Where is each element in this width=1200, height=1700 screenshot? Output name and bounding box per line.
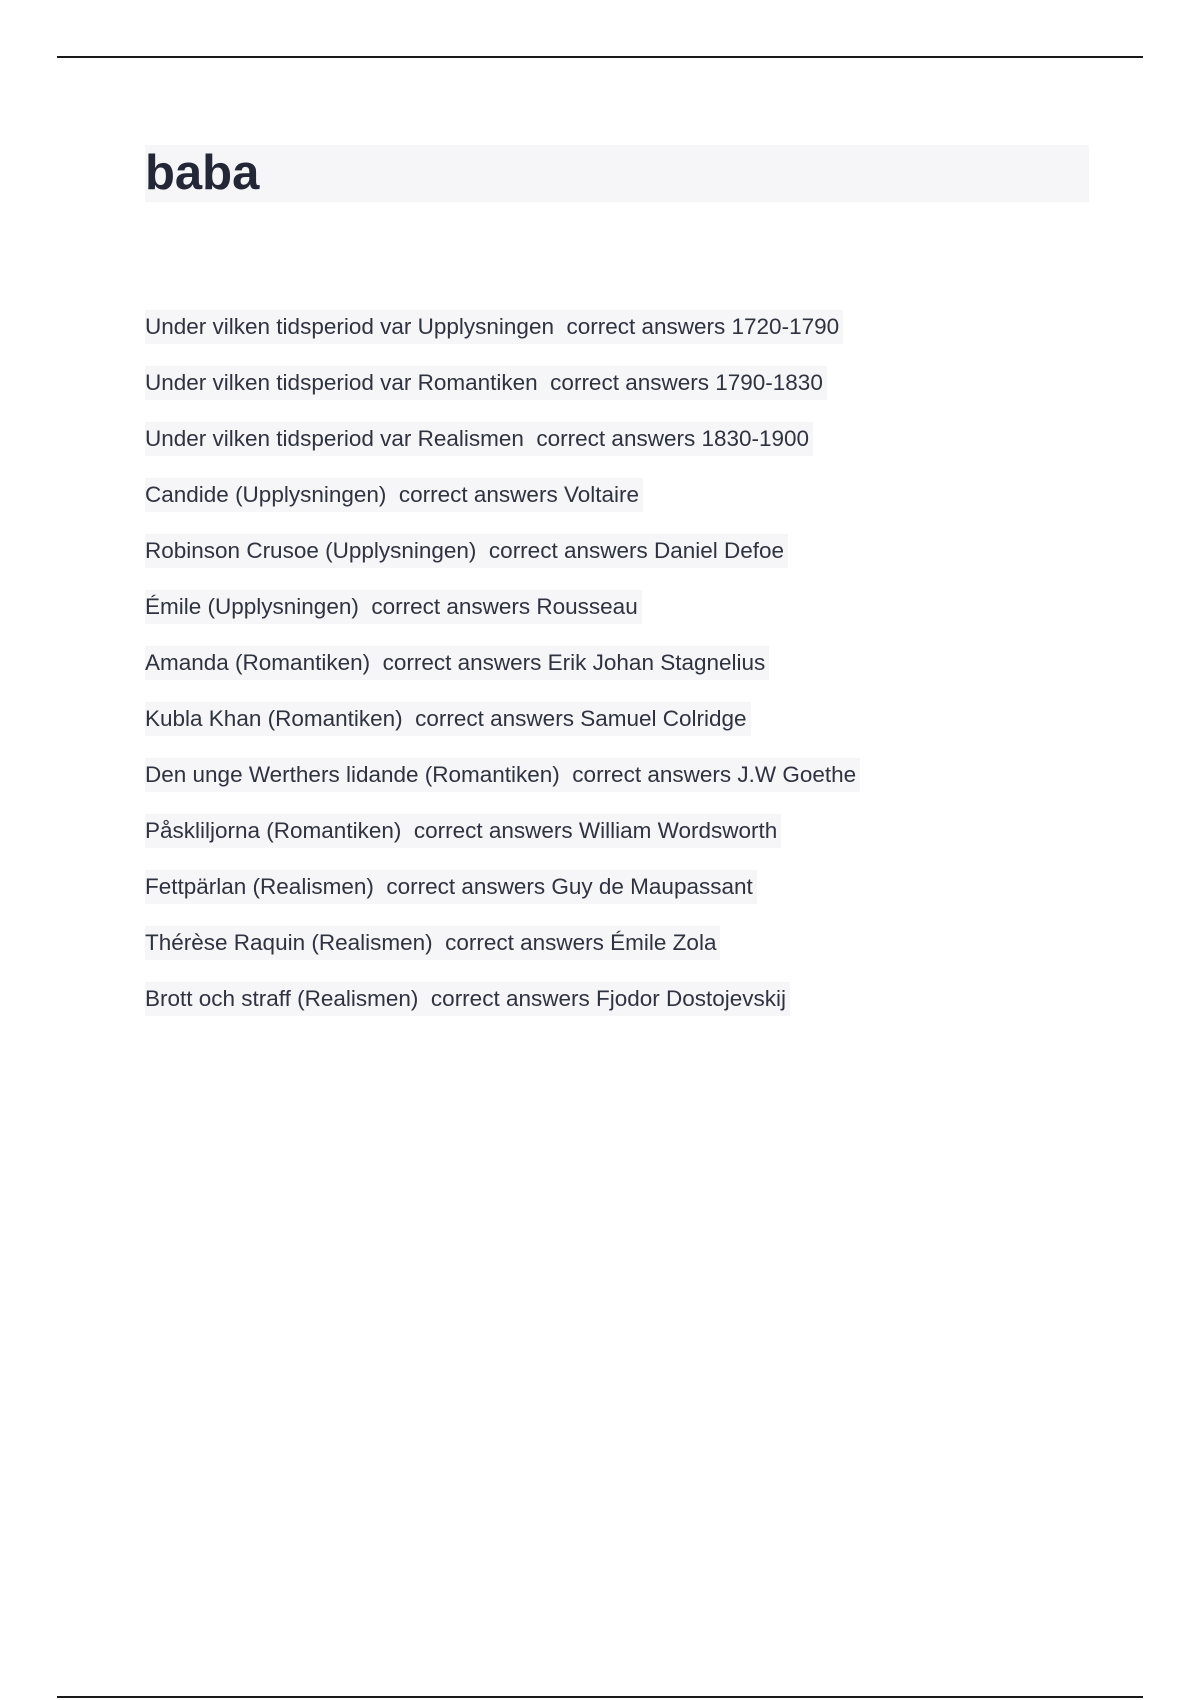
- qa-text: Under vilken tidsperiod var Realismen correct answers 1830-1900: [145, 422, 813, 456]
- qa-item: [145, 814, 860, 870]
- qa-item: [145, 366, 860, 422]
- qa-text: Under vilken tidsperiod var Upplysningen correct answers 1720-1790: [145, 310, 843, 344]
- qa-item: [145, 590, 860, 646]
- qa-list: [145, 310, 860, 1038]
- qa-item: [145, 982, 860, 1038]
- qa-text: Amanda (Romantiken) correct answers Erik Johan Stagnelius: [145, 646, 769, 680]
- qa-text: Robinson Crusoe (Upplysningen) correct answers Daniel Defoe: [145, 534, 788, 568]
- qa-item: [145, 926, 860, 982]
- qa-item: [145, 478, 860, 534]
- qa-item: [145, 702, 860, 758]
- top-rule: [57, 56, 1143, 58]
- qa-item: [145, 422, 860, 478]
- qa-text: Thérèse Raquin (Realismen) correct answers Émile Zola: [145, 926, 720, 960]
- qa-item: [145, 310, 860, 366]
- qa-text: Påskliljorna (Romantiken) correct answers William Wordsworth: [145, 814, 781, 848]
- qa-text: Fettpärlan (Realismen) correct answers Guy de Maupassant: [145, 870, 757, 904]
- bottom-rule: [57, 1696, 1143, 1698]
- qa-item: [145, 870, 860, 926]
- qa-item: [145, 758, 860, 814]
- qa-item: [145, 534, 860, 590]
- qa-item: [145, 646, 860, 702]
- qa-text: Brott och straff (Realismen) correct answers Fjodor Dostojevskij: [145, 982, 790, 1016]
- qa-text: Den unge Werthers lidande (Romantiken) correct answers J.W Goethe: [145, 758, 860, 792]
- qa-text: Under vilken tidsperiod var Romantiken correct answers 1790-1830: [145, 366, 827, 400]
- qa-text: Émile (Upplysningen) correct answers Rousseau: [145, 590, 642, 624]
- qa-text: Candide (Upplysningen) correct answers Voltaire: [145, 478, 643, 512]
- document-title: baba: [145, 146, 260, 200]
- qa-text: Kubla Khan (Romantiken) correct answers Samuel Colridge: [145, 702, 751, 736]
- title-highlight: [145, 145, 1089, 202]
